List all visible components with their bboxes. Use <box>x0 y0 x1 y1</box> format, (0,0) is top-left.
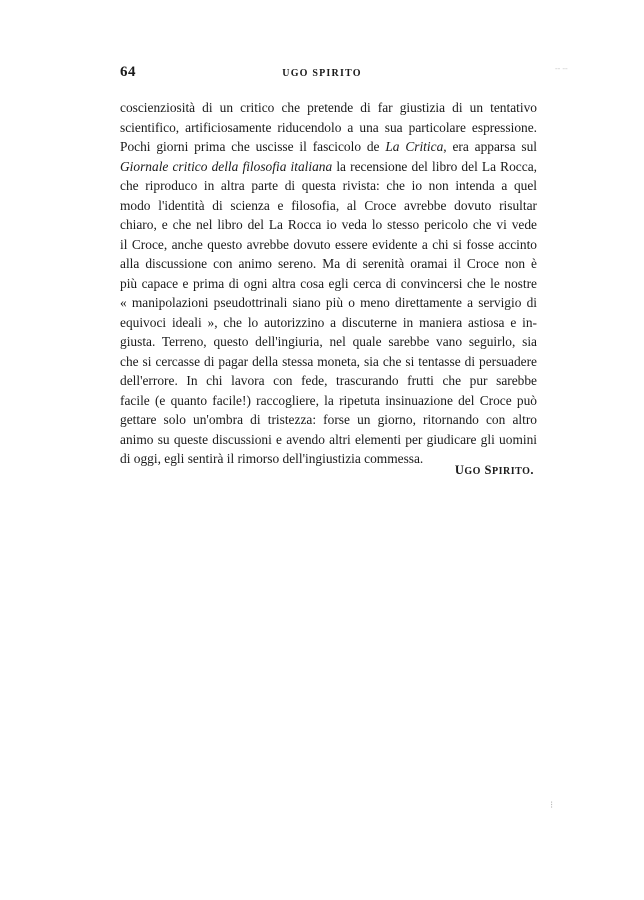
body-line: gettare solo un'ombra di tristezza: forse un giorno, ritornando con altro <box>120 412 537 427</box>
body-line: il Croce, anche questo avrebbe dovuto essere evidente a chi si fosse accinto <box>120 236 537 252</box>
body-line-italic: La Critica <box>385 139 444 154</box>
body-line: « manipolazioni pseudottrinali siano più o meno direttamente a servigio di <box>120 295 537 310</box>
body-line: dell'errore. In chi lavora con fede, trascurando frutti che pur sarebbe <box>120 373 537 388</box>
corner-mark: ⁝ <box>550 800 554 811</box>
body-line: scientifico, artificiosamente riducendolo a una sua particolare espressione. <box>120 119 537 135</box>
body-line-text: Pochi giorni prima che uscisse il fascicolo de <box>120 139 386 154</box>
body-line: alla discussione con animo sereno. Ma di serenità oramai il Croce non è <box>120 256 537 271</box>
body-line: giusta. Terreno, questo dell'ingiuria, nel quale sarebbe vano seguirlo, sia <box>120 334 537 349</box>
running-head: UGO SPIRITO <box>282 68 362 79</box>
body-text <box>120 98 537 469</box>
body-line: modo l'identità di scienza e filosofia, al Croce avrebbe dovuto risultar <box>120 197 537 213</box>
signature-last-initial: S <box>484 463 492 477</box>
body-line: animo su queste discussioni e avendo altri elementi per giudicare gli uomini <box>120 431 537 447</box>
signature-punct: . <box>530 463 534 477</box>
signature-first-initial: U <box>454 463 465 477</box>
body-line: di oggi, egli sentirà il rimorso dell'ingiustizia commessa. <box>120 451 424 466</box>
body-line <box>120 157 537 177</box>
body-line: equivoci ideali », che lo autorizzino a discuterne in maniera astiosa e in- <box>120 314 537 330</box>
body-line: che si cercasse di pagar della stessa moneta, sia che si tentasse di persuadere <box>120 353 537 369</box>
body-line: più capace e prima di ogni altra cosa egli cerca di convincersi che le nostre <box>120 275 537 291</box>
signature <box>455 463 534 478</box>
body-line <box>120 137 537 157</box>
page-number: 64 <box>120 64 136 80</box>
body-line-text: , era apparsa sul <box>443 139 537 154</box>
top-corner-mark: -- -- <box>555 64 568 73</box>
signature-last-rest: PIRITO <box>491 466 531 477</box>
body-line: coscienziosità di un critico che pretende di far giustizia di un tentativo <box>120 100 537 115</box>
body-line-text: la recensione del libro del La Rocca, <box>332 158 537 174</box>
body-line: chiaro, e che nel libro del La Rocca io veda lo stesso pericolo che vi vede <box>120 217 537 232</box>
body-line: facile (e quanto facile!) raccogliere, la ripetuta insinuazione del Croce può <box>120 392 537 408</box>
signature-first-rest: GO <box>464 466 481 477</box>
body-line: che riproduco in altra parte di questa rivista: che io non intenda a quel <box>120 178 537 193</box>
body-line-italic: Giornale critico della filosofia italiana <box>120 158 333 174</box>
